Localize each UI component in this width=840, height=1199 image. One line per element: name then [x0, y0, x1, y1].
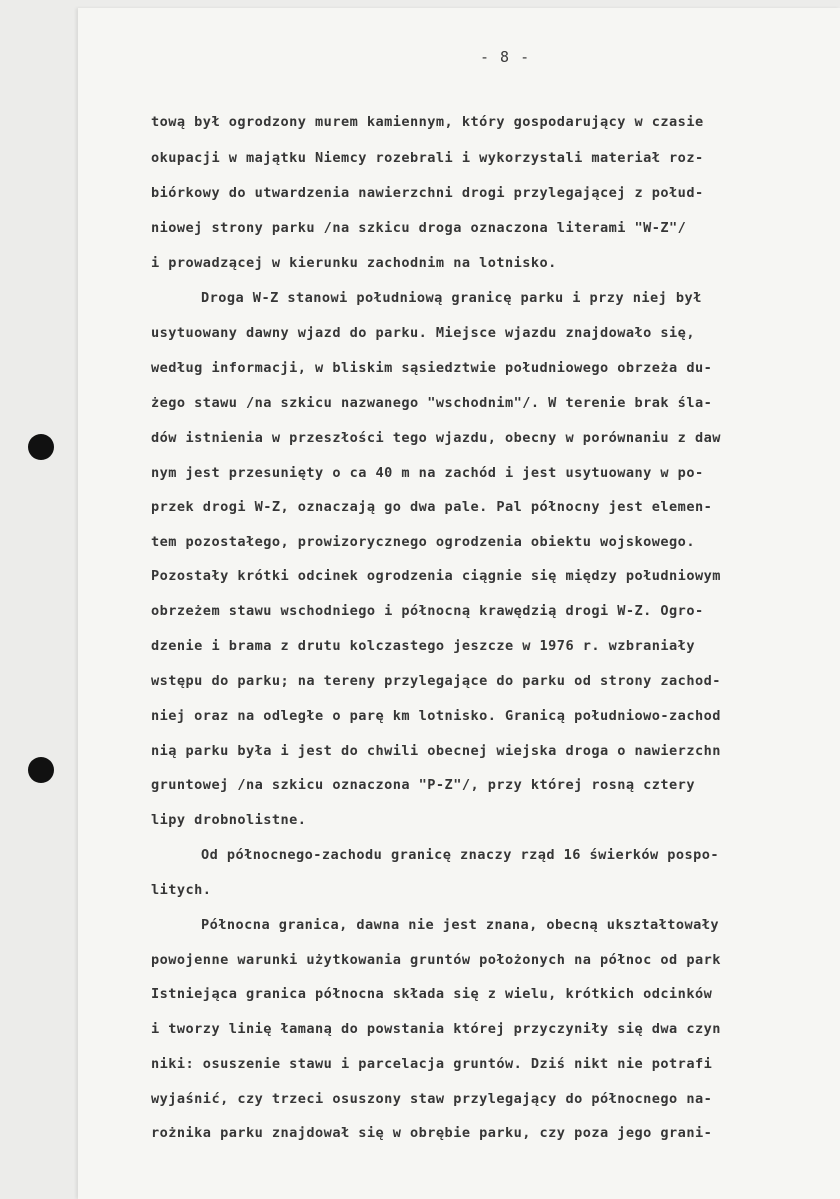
- text-line: wyjaśnić, czy trzeci osuszony staw przylegający do północnego na-: [151, 1091, 713, 1107]
- text-line: dów istnienia w przeszłości tego wjazdu, obecny w porównaniu z daw: [151, 430, 721, 446]
- text-line: niowej strony parku /na szkicu droga oznaczona literami "W-Z"/: [151, 220, 687, 236]
- text-line: nym jest przesunięty o ca 40 m na zachód i jest usytuowany w po-: [151, 465, 704, 481]
- text-line: wstępu do parku; na tereny przylegające do parku od strony zachod-: [151, 673, 721, 689]
- text-line: Od północnego-zachodu granicę znaczy rząd 16 świerków pospo-: [201, 847, 720, 863]
- text-line: Pozostały krótki odcinek ogrodzenia ciągnie się między południowym: [151, 568, 721, 584]
- text-line: Północna granica, dawna nie jest znana, obecną ukształtowały: [201, 917, 720, 933]
- text-line: tową był ogrodzony murem kamiennym, który gospodarujący w czasie: [151, 114, 704, 130]
- text-line: według informacji, w bliskim sąsiedztwie południowego obrzeża du-: [151, 360, 713, 376]
- text-line: powojenne warunki użytkowania gruntów położonych na północ od park: [151, 952, 721, 968]
- text-line: Droga W-Z stanowi południową granicę parku i przy niej był: [201, 290, 702, 306]
- text-line: rożnika parku znajdował się w obrębie parku, czy poza jego grani-: [151, 1125, 713, 1141]
- text-line: litych.: [151, 882, 212, 898]
- text-line: niki: osuszenie stawu i parcelacja gruntów. Dziś nikt nie potrafi: [151, 1056, 713, 1072]
- punch-hole-upper: [28, 434, 54, 460]
- text-line: usytuowany dawny wjazd do parku. Miejsce wjazdu znajdowało się,: [151, 325, 695, 341]
- text-line: lipy drobnolistne.: [151, 812, 307, 828]
- text-line: nią parku była i jest do chwili obecnej wiejska droga o nawierzchn: [151, 743, 721, 759]
- punch-hole-lower: [28, 757, 54, 783]
- text-line: obrzeżem stawu wschodniego i północną krawędzią drogi W-Z. Ogro-: [151, 603, 704, 619]
- text-line: dzenie i brama z drutu kolczastego jeszcze w 1976 r. wzbraniały: [151, 638, 695, 654]
- text-line: przek drogi W-Z, oznaczają go dwa pale. Pal północny jest elemen-: [151, 499, 713, 515]
- text-line: niej oraz na odległe o parę km lotnisko. Granicą południowo-zachod: [151, 708, 721, 724]
- text-line: tem pozostałego, prowizorycznego ogrodzenia obiektu wojskowego.: [151, 534, 695, 550]
- text-line: i tworzy linię łamaną do powstania której przyczyniły się dwa czyn: [151, 1021, 721, 1037]
- page-number: - 8 -: [480, 48, 531, 66]
- text-line: Istniejąca granica północna składa się z wielu, krótkich odcinków: [151, 986, 713, 1002]
- text-line: biórkowy do utwardzenia nawierzchni drogi przylegającej z połud-: [151, 185, 704, 201]
- text-line: okupacji w majątku Niemcy rozebrali i wykorzystali materiał roz-: [151, 150, 704, 166]
- text-line: gruntowej /na szkicu oznaczona "P-Z"/, przy której rosną cztery: [151, 777, 695, 793]
- document-page: [78, 8, 840, 1199]
- text-line: żego stawu /na szkicu nazwanego "wschodnim"/. W terenie brak śla-: [151, 395, 713, 411]
- text-line: i prowadzącej w kierunku zachodnim na lotnisko.: [151, 255, 557, 271]
